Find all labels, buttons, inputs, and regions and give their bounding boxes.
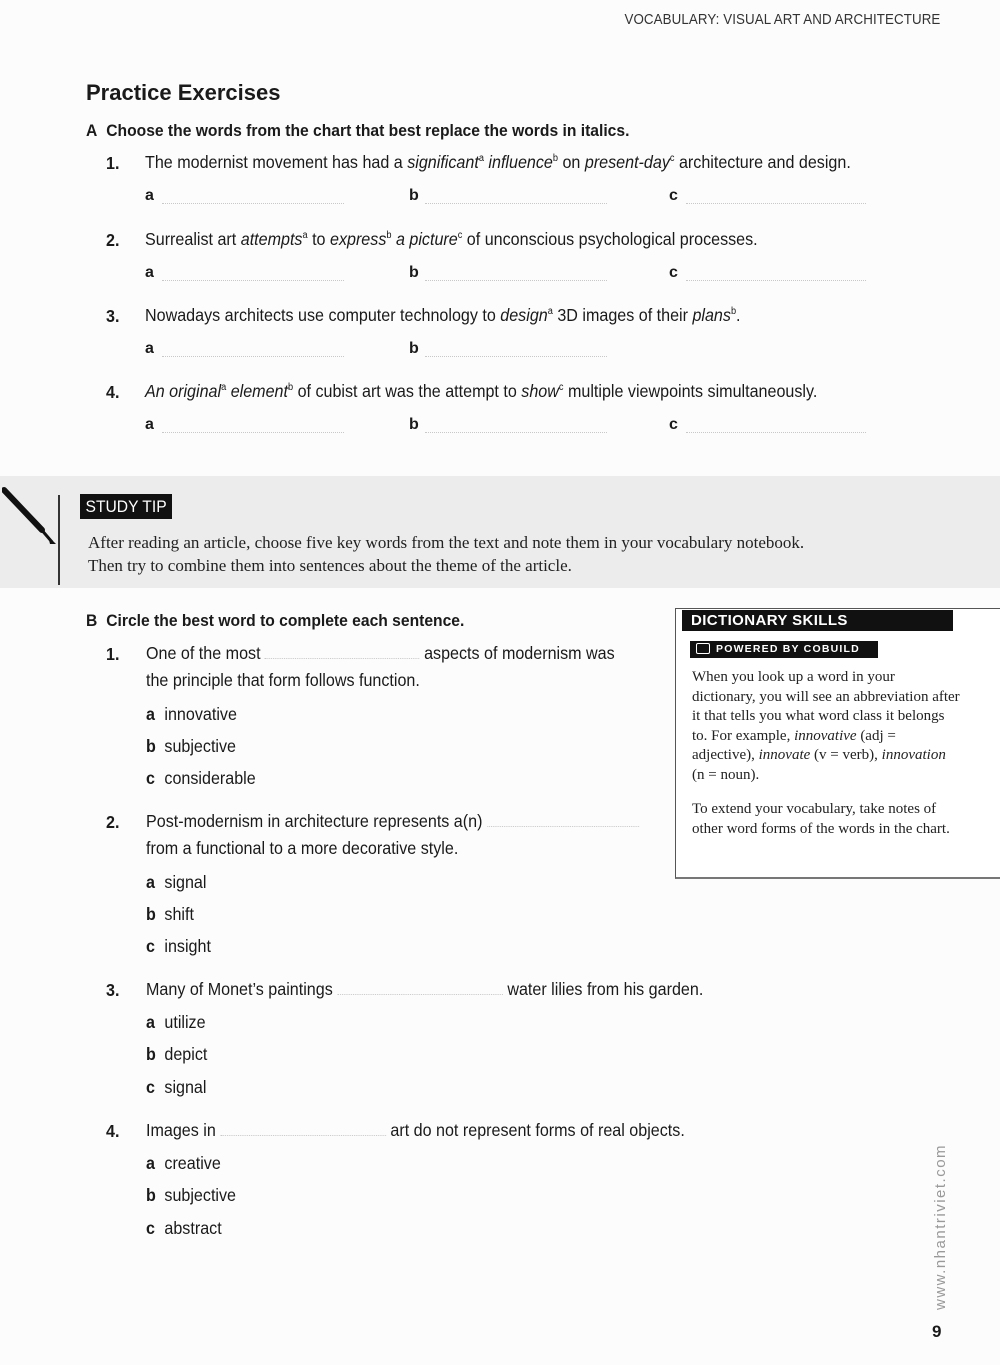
b-question-number: 4.: [106, 1121, 120, 1141]
running-header: VOCABULARY: VISUAL ART AND ARCHITECTURE: [624, 12, 940, 28]
b-question-number: 2.: [106, 812, 120, 832]
b-question-2-text: Post-modernism in architecture represents a(n): [146, 811, 639, 832]
section-a-letter: A: [86, 121, 98, 140]
option-item[interactable]: c considerable: [146, 768, 256, 788]
answer-blank[interactable]: [162, 356, 344, 357]
a-question-number: 1.: [106, 153, 120, 173]
dictionary-paragraph: When you look up a word in your dictionary, you will see an abbreviation after it that tells you what word class it belongs to. For example, innovative (adj = adjective), innovate (v = verb), innovation (n = noun).: [692, 669, 960, 783]
answer-label: b: [409, 187, 419, 204]
answer-blank[interactable]: [162, 203, 344, 204]
answer-blank[interactable]: [425, 280, 607, 281]
answer-label: c: [669, 264, 678, 281]
section-b-instruction: Circle the best word to complete each sentence.: [106, 611, 465, 630]
study-tip-line: After reading an article, choose five key words from the text and note them in your vocabulary notebook.: [88, 533, 805, 552]
a-question-number: 4.: [106, 382, 120, 402]
watermark: www.nhantriviet.com: [932, 1143, 949, 1310]
option-item[interactable]: b subjective: [146, 736, 237, 756]
section-b-heading: [86, 611, 464, 631]
b-question-number: 1.: [106, 644, 120, 664]
study-tip-text: [88, 532, 908, 577]
page-title: Practice Exercises: [86, 80, 281, 105]
answer-label: b: [409, 416, 419, 433]
b-question-4-text: Images in art do not represent forms of real objects.: [146, 1120, 685, 1140]
page-number: 9: [932, 1322, 942, 1341]
answer-label: b: [409, 264, 419, 281]
cobuild-badge: [690, 641, 878, 658]
a-question-4-text: An original$^a$ element$^b$ of cubist art was the attempt to show$^c$ multiple viewpoints simultaneously.: [145, 381, 818, 401]
answer-label: c: [669, 416, 678, 433]
answer-blank[interactable]: [425, 356, 607, 357]
study-tip-rule: [58, 495, 60, 585]
option-item[interactable]: b shift: [146, 904, 194, 924]
answer-blank[interactable]: [162, 432, 344, 433]
b-question-3-text: Many of Monet’s paintings water lilies from his garden.: [146, 979, 704, 999]
b-question-1-line2: the principle that form follows function.: [146, 670, 420, 690]
section-b-letter: B: [86, 611, 98, 630]
b-question-2-line2: from a functional to a more decorative style.: [146, 838, 459, 858]
cobuild-label: POWERED BY COBUILD: [716, 643, 860, 655]
a-question-number: 3.: [106, 306, 120, 326]
answer-blank[interactable]: [686, 203, 866, 204]
answer-blank[interactable]: [337, 993, 503, 995]
book-icon: [696, 643, 710, 654]
section-a-instruction: Choose the words from the chart that best replace the words in italics.: [106, 121, 630, 140]
answer-blank[interactable]: [487, 825, 639, 827]
pen-icon: [2, 486, 58, 546]
answer-blank[interactable]: [686, 280, 866, 281]
answer-blank[interactable]: [220, 1134, 386, 1136]
answer-blank[interactable]: [686, 432, 866, 433]
option-item[interactable]: a signal: [146, 872, 207, 892]
answer-blank[interactable]: [162, 280, 344, 281]
answer-label: a: [145, 264, 154, 281]
option-item[interactable]: b depict: [146, 1044, 208, 1064]
answer-label: a: [145, 416, 154, 433]
answer-label: b: [409, 340, 419, 357]
dictionary-skills-text: [692, 668, 962, 854]
option-item[interactable]: c signal: [146, 1077, 207, 1097]
study-tip-line: Then try to combine them into sentences about the theme of the article.: [88, 555, 572, 575]
answer-label: a: [145, 187, 154, 204]
b-question-number: 3.: [106, 980, 120, 1000]
option-item[interactable]: a creative: [146, 1153, 221, 1173]
option-item[interactable]: a innovative: [146, 704, 237, 724]
answer-label: c: [669, 187, 678, 204]
answer-blank[interactable]: [425, 432, 607, 433]
option-item[interactable]: b subjective: [146, 1185, 237, 1205]
section-a-heading: [86, 121, 629, 141]
a-question-1-text: The modernist movement has had a significant$^a$ influence$^b$ on present-day$^c$ architecture and design.: [145, 152, 851, 172]
option-item[interactable]: c insight: [146, 936, 211, 956]
a-question-3-text: Nowadays architects use computer technology to design$^a$ 3D images of their plans$^b$.: [145, 305, 741, 325]
dictionary-skills-heading: DICTIONARY SKILLS: [682, 610, 953, 631]
option-item[interactable]: a utilize: [146, 1012, 206, 1032]
answer-blank[interactable]: [265, 657, 420, 659]
study-tip-badge: STUDY TIP: [80, 494, 172, 519]
b-question-1-text: One of the most aspects of modernism was: [146, 643, 615, 663]
answer-label: a: [145, 340, 154, 357]
option-item[interactable]: c abstract: [146, 1218, 222, 1238]
a-question-2-text: Surrealist art attempts$^a$ to express$^b$ a picture$^c$ of unconscious psychological processes.: [145, 229, 758, 249]
dictionary-paragraph: To extend your vocabulary, take notes of other word forms of the words in the chart.: [692, 801, 950, 837]
a-question-number: 2.: [106, 230, 120, 250]
answer-blank[interactable]: [425, 203, 607, 204]
